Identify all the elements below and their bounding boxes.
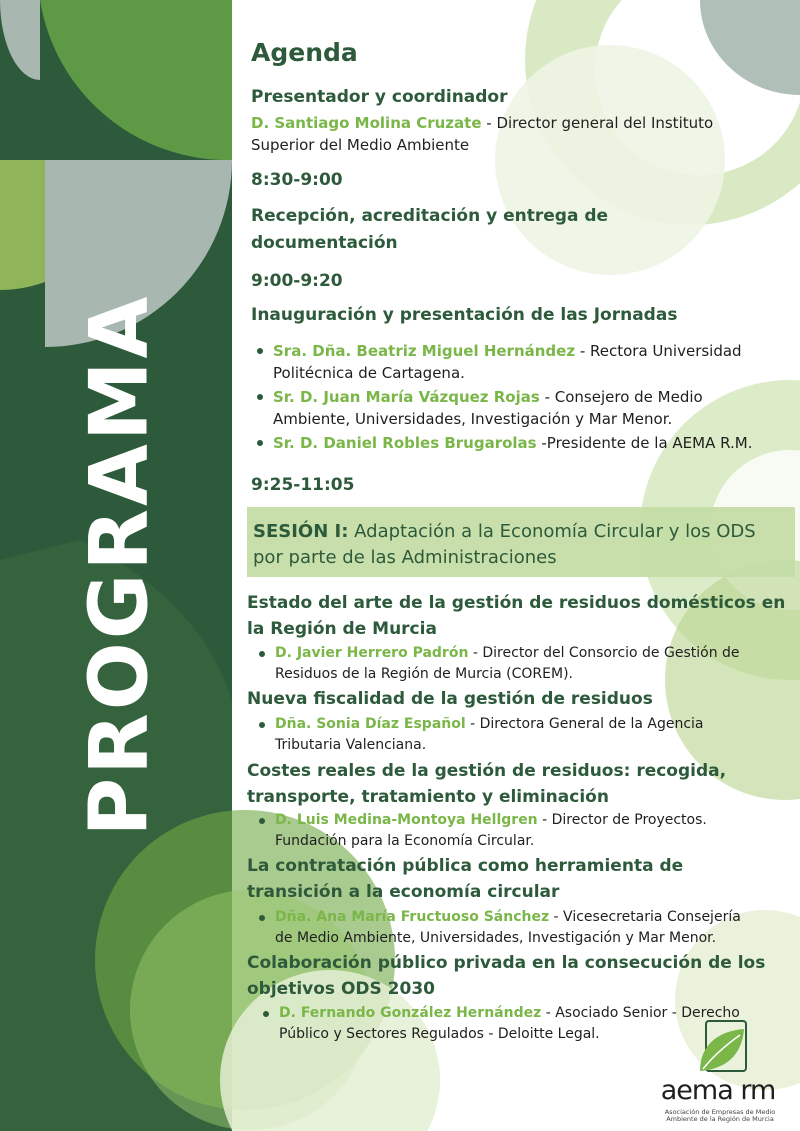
speaker-name: D. Fernando González Hernández (279, 1005, 542, 1021)
talk-speaker (253, 810, 798, 852)
speaker-item (251, 340, 796, 384)
speaker-role: - Directora General de la Agencia (465, 716, 704, 732)
presenter-name: D. Santiago Molina Cruzate (251, 114, 482, 132)
speaker-role: - Director del Consorcio de Gestión de (468, 645, 740, 661)
slot-title-line: documentación (251, 233, 398, 253)
slot-title: Inauguración y presentación de las Jornadas (251, 305, 678, 325)
speaker-role-cont: Ambiente, Universidades, Investigación y Mar Menor. (273, 410, 673, 428)
slot-title-line: Recepción, acreditación y entrega de (251, 206, 609, 226)
slot-time: 9:25-11:05 (251, 475, 355, 495)
speaker-name: Sr. D. Juan María Vázquez Rojas (273, 388, 540, 406)
presenter-role-cont: Superior del Medio Ambiente (251, 136, 470, 154)
talk-title-line: la Región de Murcia (247, 619, 437, 639)
talk-title-line: Colaboración público privada en la consecución de los (247, 953, 766, 973)
talk-speaker (253, 907, 798, 949)
speaker-list (251, 340, 796, 456)
speaker-name: Dña. Ana María Fructuoso Sánchez (275, 909, 550, 925)
aema-logo (648, 1015, 788, 1125)
speaker-name: Sr. D. Daniel Robles Brugarolas (273, 434, 537, 452)
speaker-role: - Consejero de Medio (539, 388, 703, 406)
speaker-name: Dña. Sonia Díaz Español (275, 716, 466, 732)
speaker-role: - Director de Proyectos. (537, 812, 707, 828)
session-title-line: Adaptación a la Economía Circular y los ODS (348, 521, 756, 542)
speaker-role: - Vicesecretaria Consejería (549, 909, 741, 925)
talk-title-line: Estado del arte de la gestión de residuos domésticos en (247, 593, 786, 613)
talk-title (247, 758, 797, 810)
logo-subtitle-line: Asociación de Empresas de Medio (664, 1108, 776, 1116)
talk-title-line: La contratación pública como herramienta de (247, 856, 684, 876)
speaker-item (253, 810, 798, 852)
speaker-item (253, 643, 798, 685)
presenter-role: - Director general del Instituto (481, 114, 714, 132)
logo-subtitle (652, 1109, 788, 1123)
presenter-info (251, 112, 791, 156)
sidebar-title: PROGRAMA (72, 293, 166, 837)
session-label: SESIÓN I: (253, 521, 349, 542)
speaker-role: - Rectora Universidad (575, 342, 742, 360)
speaker-item (253, 714, 798, 756)
talk-speaker (253, 714, 798, 756)
speaker-item (251, 386, 796, 430)
speaker-name: D. Javier Herrero Padrón (275, 645, 469, 661)
leaf-icon (648, 1015, 788, 1075)
talk-title-line: transporte, tratamiento y eliminación (247, 787, 609, 807)
logo-wordmark: aema rm (660, 1075, 776, 1106)
logo-subtitle-line: Ambiente de la Región de Murcia (666, 1115, 774, 1123)
speaker-role-cont: Fundación para la Economía Circular. (275, 833, 535, 849)
slot-time: 8:30-9:00 (251, 170, 343, 190)
speaker-role-cont: Politécnica de Cartagena. (273, 364, 465, 382)
speaker-role-cont: Residuos de la Región de Murcia (COREM). (275, 666, 573, 682)
speaker-role-cont: Tributaria Valenciana. (275, 737, 427, 753)
talk-title-line: Costes reales de la gestión de residuos: recogida, (247, 761, 727, 781)
talk-title-line: transición a la economía circular (247, 882, 560, 902)
speaker-item (253, 907, 798, 949)
talk-title-line: objetivos ODS 2030 (247, 979, 435, 999)
talk-title (247, 950, 797, 1002)
speaker-name: Sra. Dña. Beatriz Miguel Hernández (273, 342, 576, 360)
talk-title (247, 853, 797, 905)
speaker-role: -Presidente de la AEMA R.M. (536, 434, 753, 452)
speaker-role: - Asociado Senior - Derecho (541, 1005, 740, 1021)
speaker-name: D. Luis Medina-Montoya Hellgren (275, 812, 538, 828)
presenter-heading: Presentador y coordinador (251, 87, 508, 107)
speaker-item (251, 432, 796, 454)
session-title (253, 519, 798, 571)
speaker-role-cont: Público y Sectores Regulados - Deloitte Legal. (279, 1026, 600, 1042)
session-title-line: por parte de las Administraciones (253, 547, 557, 568)
agenda-heading: Agenda (251, 38, 358, 67)
talk-speaker (253, 643, 798, 685)
talk-title: Nueva fiscalidad de la gestión de residuos (247, 689, 653, 709)
speaker-role-cont: de Medio Ambiente, Universidades, Investigación y Mar Menor. (275, 930, 717, 946)
slot-time: 9:00-9:20 (251, 271, 343, 291)
slot-title (251, 203, 608, 257)
talk-title (247, 590, 797, 642)
